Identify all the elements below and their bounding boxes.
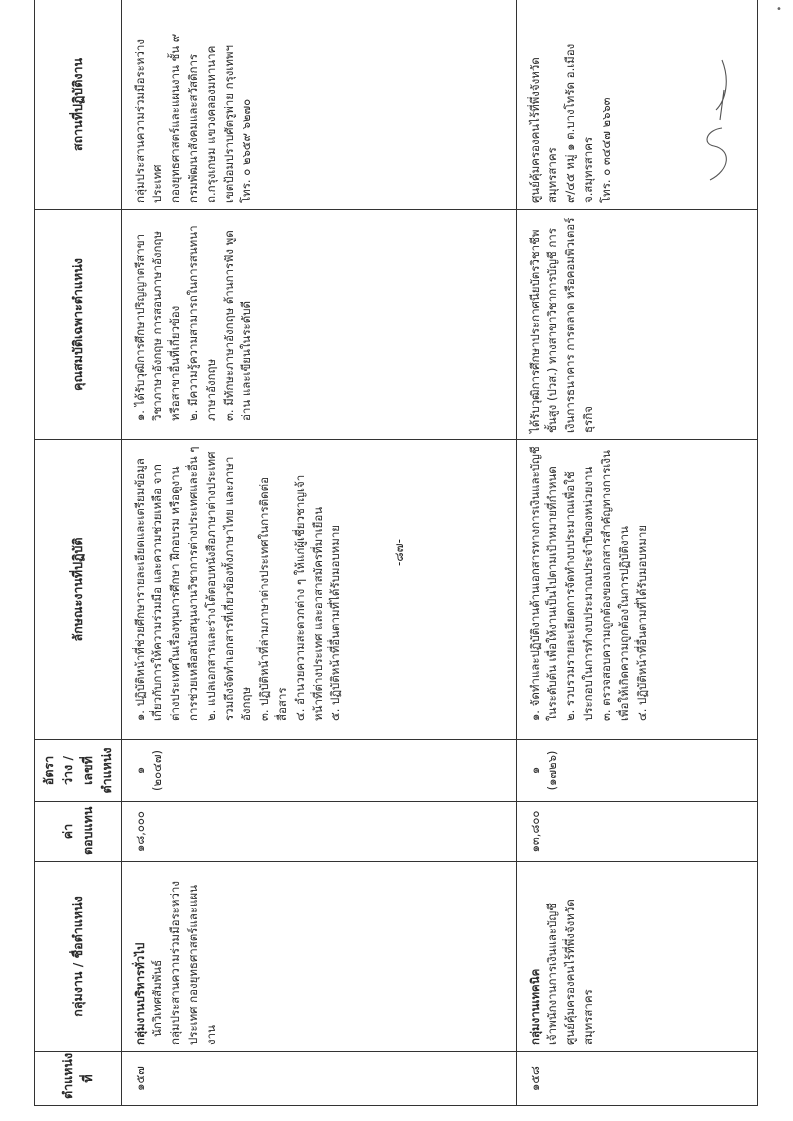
row-rate-cell <box>121 740 516 802</box>
org-name: ศูนย์คุ้มครองคนไร้ที่พึ่งจังหวัดสมุทรสาคร <box>563 899 596 1045</box>
header-unit: กลุ่มงาน / ชื่อตำแหน่ง <box>35 862 122 1052</box>
rotated-table-sheet <box>34 0 758 1106</box>
header-salary: ค่าตอบแทน <box>35 802 122 862</box>
row-unit-cell <box>121 862 516 1052</box>
duty-item: ๑. ปฏิบัติหน้าที่ช่วยศึกษารายละเอียดและเตรียมข้อมูลเกี่ยวกับการให้ความร่วมมือ และความช่วยเหลือ จากต่างประเทศในเรื่องทุนการศึกษา ฝึกอบรม หรือดูงาน การช่วยเหลือสนับสนุนงานวิชาการต่างประเทศและอื่น ๆ <box>132 446 200 721</box>
margin-mark: • <box>776 4 782 15</box>
org-name: กลุ่มประสานความร่วมมือระหว่างประเทศ กองยุทธศาสตร์และแผนงาน <box>168 881 218 1045</box>
post-number: (๑๗๒๖) <box>545 750 560 791</box>
position-title: เจ้าพนักงานการเงินและบัญชี <box>545 902 560 1045</box>
row-rate-cell <box>516 740 757 802</box>
position-title: นักวิเทศสัมพันธ์ <box>150 959 165 1037</box>
row-index: ๑๕๗ <box>121 1052 516 1106</box>
table-row <box>121 0 516 1106</box>
rate-count: ๑ <box>527 766 542 775</box>
qualification-item: ๑. ได้รับวุฒิการศึกษาปริญญาตรีสาขาวิชาภาษาอังกฤษ การสอนภาษาอังกฤษ หรือสาขาอื่นที่เกี่ยวข้อง <box>132 231 183 421</box>
qualification-item: ๒. มีความรู้ความสามารถในการสนทนาภาษาอังกฤษ <box>185 225 218 421</box>
duty-item: ๓. ตรวจสอบความถูกต้องของเอกสารสำคัญทางการเงิน เพื่อให้เกิดความถูกต้องในการปฏิบัติงาน <box>598 450 631 721</box>
header-rate: อัตราว่าง / เลขที่ตำแหน่ง <box>35 740 122 802</box>
row-qualifications <box>121 210 516 440</box>
rate-count: ๑ <box>132 766 147 775</box>
duty-item: ๒. รวบรวมรายละเอียดการจัดทำงบประมาณเพื่อใช้ประกอบในการทำงบประมาณประจำปีของหน่วยงาน <box>563 466 596 721</box>
qualification-item: ได้รับวุฒิการศึกษาประกาศนียบัตรวิชาชีพชั้นสูง (ปวส.) ทางสาขาวิชาการบัญชี การเงินการธนาคาร การตลาด หรือคอมพิวเตอร์ธุรกิจ <box>527 217 596 433</box>
header-location: สถานที่ปฏิบัติงาน <box>35 0 122 210</box>
row-unit-cell <box>516 862 757 1052</box>
location-line: โทร. ๐ ๒๖๕๙ ๖๒๗๐ <box>239 98 254 203</box>
row-qualifications <box>516 210 757 440</box>
location-line: จ.สมุทรสาคร <box>581 136 596 203</box>
row-location <box>516 0 757 210</box>
location-line: เขตป้อมปราบศัตรูพ่าย กรุงเทพฯ <box>221 45 236 203</box>
row-index: ๑๕๘ <box>516 1052 757 1106</box>
unit-group: กลุ่มงานบริหารทั่วไป <box>132 942 147 1045</box>
duty-item: ๓. ปฏิบัติหน้าที่ล่ามภาษาต่างประเทศในการติดต่อสื่อสาร <box>257 477 289 721</box>
header-index: ตำแหน่งที่ <box>35 1052 122 1106</box>
header-qualifications: คุณสมบัติเฉพาะตำแหน่ง <box>35 210 122 440</box>
location-line: กองยุทธศาสตร์และแผนงาน ชั้น ๙ <box>168 33 183 203</box>
row-salary: ๑๘,๐๐๐ <box>121 802 516 862</box>
duty-item: ๔. อำนวยความสะดวกต่าง ๆ ให้แก่ผู้เชี่ยวชาญเจ้าหน้าที่ต่างประเทศ และอาสาสมัครที่มาเยือน <box>292 474 325 721</box>
table-row <box>516 0 757 1106</box>
row-location <box>121 0 516 210</box>
table-header-row <box>35 0 122 1106</box>
location-line: กรมพัฒนาสังคมและสวัสดิการ <box>185 53 200 203</box>
row-salary: ๑๓,๘๐๐ <box>516 802 757 862</box>
row-duties <box>121 440 516 740</box>
unit-group: กลุ่มงานเทคนิค <box>527 968 542 1045</box>
duty-item: ๕. ปฏิบัติหน้าที่อื่นตามที่ได้รับมอบหมาย <box>328 524 343 721</box>
location-line: กลุ่มประสานความร่วมมือระหว่างประเทศ <box>132 39 165 203</box>
page-number: -๘๗- <box>391 539 406 566</box>
post-number: (๒๐๔๗) <box>150 750 165 791</box>
qualification-item: ๓. มีทักษะภาษาอังกฤษ ด้านการฟัง พูด อ่าน และเขียนในระดับดี <box>221 230 254 421</box>
duty-item: ๒. แปลเอกสารและร่างโต้ตอบหนังสือภาษาต่างประเทศ รวมถึงจัดทำเอกสารที่เกี่ยวข้องทั้งภาษาไทย และภาษาอังกฤษ <box>203 451 254 721</box>
location-line: โทร. ๐ ๓๔๔๗ ๒๖๖๓ <box>598 97 613 203</box>
row-duties <box>516 440 757 740</box>
location-line: ถ.กรุงเกษม แขวงคลองมหานาค <box>203 45 218 203</box>
location-line: ศูนย์คุ้มครองคนไร้ที่พึ่งจังหวัดสมุทรสาคร <box>527 57 560 203</box>
job-table <box>34 0 758 1106</box>
location-line: ๙/๔๕ หมู่ ๑ ต.บางโทรัด อ.เมือง <box>563 43 578 203</box>
duty-item: ๑. จัดทำและปฏิบัติงานด้านเอกสารทางการเงินและบัญชีในระดับต้น เพื่อให้งานเป็นไปตามเป้าหมายที่กำหนด <box>527 446 560 721</box>
header-duties: ลักษณะงานที่ปฏิบัติ <box>35 440 122 740</box>
duty-item: ๔. ปฏิบัติหน้าที่อื่นตามที่ได้รับมอบหมาย <box>634 524 649 721</box>
